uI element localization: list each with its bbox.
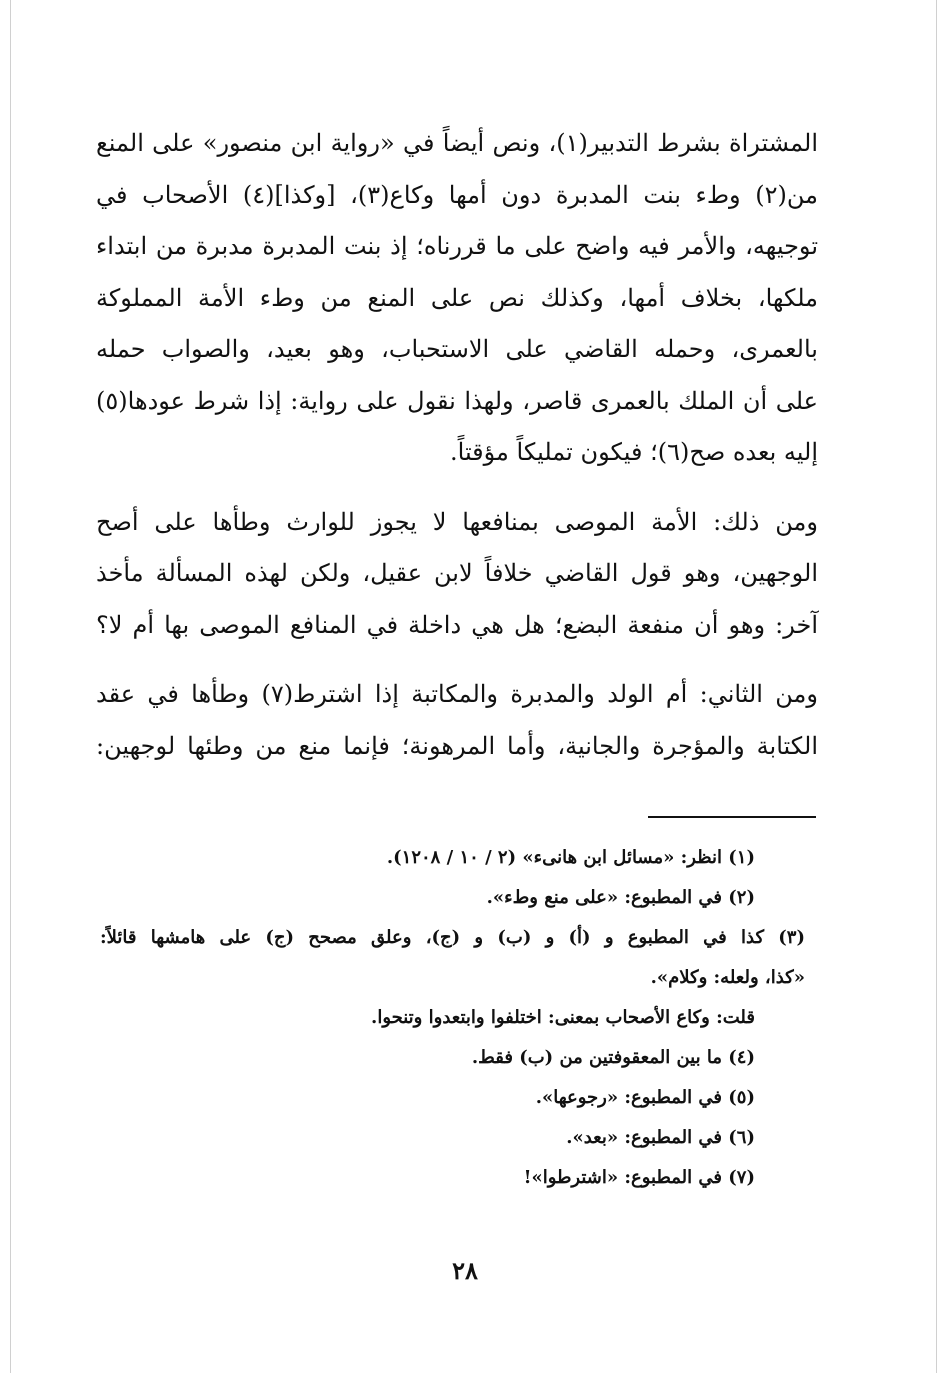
- text-line: بالعمرى، وحمله القاضي على الاستحباب، وهو بعيد، والصواب حمله: [96, 335, 818, 363]
- text-line: ملكها، بخلاف أمها، وكذلك نص على المنع من وطء الأمة المملوكة: [96, 283, 818, 312]
- text-line: توجيهه، والأمر فيه واضح على ما قررناه؛ إذ بنت المدبرة مدبرة من ابتداء: [96, 232, 818, 260]
- text-line: المشتراة بشرط التدبير(١)، ونص أيضاً في «رواية ابن منصور» على المنع: [96, 129, 818, 157]
- main-text: [96, 118, 818, 772]
- paragraph-2: [96, 497, 818, 652]
- footnote-3-continued: «كذا، ولعله: وكلام».: [650, 967, 805, 988]
- footnote-4: (٤) ما بين المعقوفتين من (ب) فقط.: [471, 1047, 755, 1068]
- page-number: ٢٨: [452, 1256, 478, 1285]
- footnote-5: (٥) في المطبوع: «رجوعها».: [535, 1087, 755, 1108]
- footnotes: [100, 838, 805, 1198]
- text-line: الوجهين، وهو قول القاضي خلافاً لابن عقيل، ولكن لهذه المسألة مأخذ: [96, 559, 818, 587]
- text-line: ومن الثاني: أم الولد والمدبرة والمكاتبة إذا اشترط(٧) وطأها في عقد: [96, 680, 819, 708]
- footnote-1: (١) انظر: «مسائل ابن هانىء» (٢ / ١٠ / ١٢٠٨).: [386, 847, 755, 868]
- footnote-6: (٦) في المطبوع: «بعد».: [566, 1127, 755, 1148]
- text-line: من(٢) وطء بنت المدبرة دون أمها وكاع(٣)، [وكذا](٤) الأصحاب في: [96, 180, 818, 209]
- footnote-separator: [648, 816, 816, 818]
- footnote-2: (٢) في المطبوع: «على منع وطء».: [486, 887, 755, 908]
- text-line: آخر: وهو أن منفعة البضع؛ هل هي داخلة في المنافع الموصى بها أم لا؟: [96, 610, 818, 639]
- paragraph-3: [96, 669, 818, 772]
- footnote-3-remark: قلت: وكاع الأصحاب بمعنى: اختلفوا وابتعدوا وتنحوا.: [371, 1007, 755, 1028]
- text-line: إليه بعده صح(٦)؛ فيكون تمليكاً مؤقتاً.: [450, 438, 818, 466]
- scan-edge-left: [10, 0, 11, 1373]
- footnote-7: (٧) في المطبوع: «اشترطوا»!: [523, 1167, 755, 1188]
- scan-edge-right: [936, 0, 937, 1373]
- paragraph-1: [96, 118, 818, 479]
- text-line: على أن الملك بالعمرى قاصر، ولهذا نقول على رواية: إذا شرط عودها(٥): [96, 386, 818, 415]
- text-line: ومن ذلك: الأمة الموصى بمنافعها لا يجوز للوارث وطأها على أصح: [96, 507, 818, 536]
- text-line: الكتابة والمؤجرة والجانية، وأما المرهونة؛ فإنما منع من وطئها لوجهين:: [96, 731, 818, 760]
- footnote-3: (٣) كذا في المطبوع و (أ) و (ب) و (ج)، وعلق مصحح (ج) على هامشها قائلاً:: [100, 927, 805, 948]
